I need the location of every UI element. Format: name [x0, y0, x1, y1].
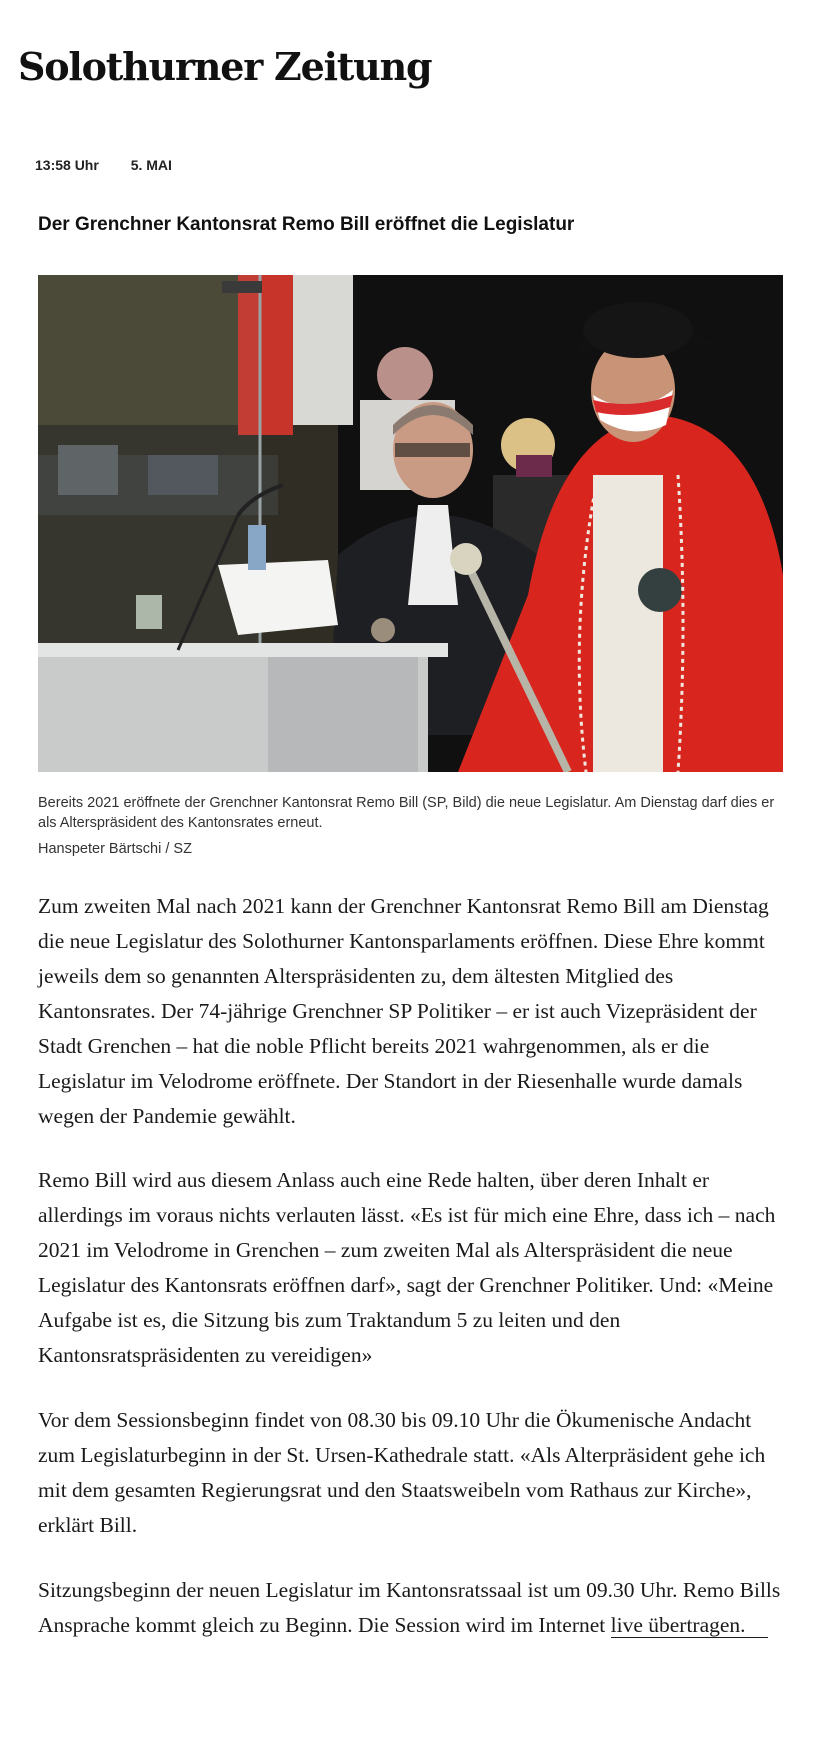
publish-time: 13:58 Uhr: [35, 157, 99, 173]
paragraph-text: Sitzungsbeginn der neuen Legislatur im Kantonsratssaal ist um 09.30 Uhr. Remo Bills Ansprache kommt gleich zu Beginn. Die Session wird im Internet: [38, 1578, 781, 1637]
article-paragraph: Zum zweiten Mal nach 2021 kann der Grenchner Kantonsrat Remo Bill am Dienstag die neue Legislatur des Solothurner Kantonsparlaments eröffnen. Diese Ehre kommt jeweils dem so genannten Alterspräsidenten zu, dem ältesten Mitglied des Kantonsrates. Der 74-jährige Grenchner SP Politiker – er ist auch Vizepräsident der Stadt Grenchen – hat die noble Pflicht bereits 2021 wahrgenommen, als er die Legislatur im Velodrome eröffnete. Der Standort in der Riesenhalle wurde damals wegen der Pandemie gewählt.: [38, 894, 769, 1128]
article-paragraph: Remo Bill wird aus diesem Anlass auch eine Rede halten, über deren Inhalt er allerdings im voraus nichts verlauten lässt. «Es ist für mich eine Ehre, dass ich – nach 2021 im Velodrome in Grenchen – zum zweiten Mal als Alterspräsident die neue Legislatur des Kantonsrats eröffnen darf», sagt der Grenchner Politiker. Und: «Meine Aufgabe ist es, die Sitzung bis zum Traktandum 5 zu leiten und den Kantonsratspräsidenten zu vereidigen»: [38, 1168, 776, 1367]
masthead-logo[interactable]: Solothurner Zeitung: [18, 44, 432, 89]
publish-date: 5. MAI: [130, 157, 172, 173]
article-paragraph: [38, 1573, 790, 1643]
article-paragraph: Vor dem Sessionsbeginn findet von 08.30 bis 09.10 Uhr die Ökumenische Andacht zum Legislaturbeginn in der St. Ursen-Kathedrale statt. «Als Alterpräsident gehe ich mit dem gesamten Regierungsrat und den Staatsweibeln vom Rathaus zur Kirche», erklärt Bill.: [38, 1408, 766, 1537]
article-photo: [38, 275, 783, 772]
article-meta: [35, 157, 172, 173]
photo-caption: Bereits 2021 eröffnete der Grenchner Kantonsrat Remo Bill (SP, Bild) die neue Legislatur. Am Dienstag darf dies er als Alterspräsident des Kantonsrates erneut.: [38, 795, 775, 831]
photo-credit: Hanspeter Bärtschi / SZ: [38, 841, 192, 857]
article-headline: Der Grenchner Kantonsrat Remo Bill eröffnet die Legislatur: [38, 214, 575, 235]
live-stream-link[interactable]: live übertragen.: [611, 1613, 768, 1638]
